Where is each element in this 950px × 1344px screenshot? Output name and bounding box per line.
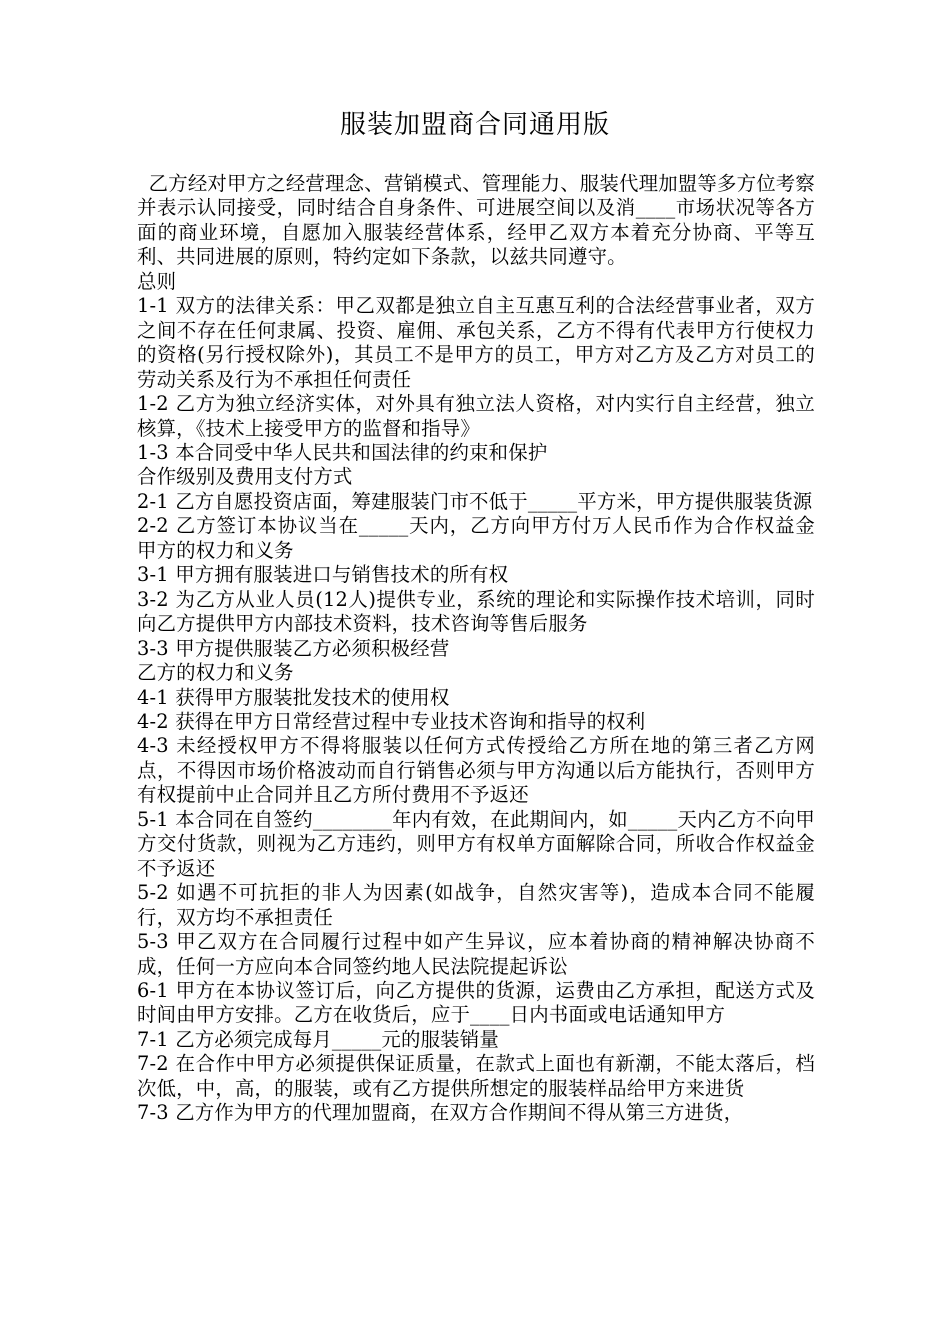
clause-1-3: 1-3 本合同受中华人民共和国法律的约束和保护 [137, 440, 548, 464]
clause-5-3: 5-3 甲乙双方在合同履行过程中如产生异议，应本着协商的精神解决协商不成，任何一方应向本合同签约地人民法院提起诉讼 [137, 930, 815, 978]
clause-2-2: 2-2 乙方签订本协议当在_____天内，乙方向甲方付万人民币作为合作权益金 甲方的权力和义务 [137, 514, 815, 562]
clause-1-1: 1-1 双方的法律关系：甲乙双都是独立自主互惠互利的合法经营事业者，双方之间不存在任何隶属、投资、雇佣、承包关系，乙方不得有代表甲方行使权力的资格(另行授权除外)，其员工不是甲方的员工，甲方对乙方及乙方对员工的劳动关系及行为不承担任何责任 [137, 294, 815, 391]
clause-3-2: 3-2 为乙方从业人员(12人)提供专业，系统的理论和实际操作技术培训，同时向乙方提供甲方内部技术资料，技术咨询等售后服务 [137, 587, 815, 636]
section-heading-general: 总则 [137, 269, 177, 293]
clause-4-3: 4-3 未经授权甲方不得将服装以任何方式传授给乙方所在地的第三者乙方网点，不得因市场价格波动而自行销售必须与甲方沟通以后方能执行，否则甲方有权提前中止合同并且乙方所付费用不予返还 [137, 734, 815, 807]
section-heading-cooperation: 合作级别及费用支付方式 [137, 465, 353, 489]
clause-5-2: 5-2 如遇不可抗拒的非人为因素(如战争，自然灾害等)，造成本合同不能履行，双方均不承担责任 [137, 881, 815, 929]
clause-4-1: 4-1 获得甲方服装批发技术的使用权 [137, 685, 450, 709]
intro-paragraph: 乙方经对甲方之经营理念、营销模式、管理能力、服装代理加盟等多方位考察并表示认同接受，同时结合自身条件、可进展空间以及消____市场状况等各方面的商业环境，自愿加入服装经营体系，经甲乙双方本着充分协商、平等互利、共同进展的原则，特约定如下条款，以兹共同遵守。 [137, 172, 815, 269]
clause-6-1: 6-1 甲方在本协议签订后，向乙方提供的货源，运费由乙方承担，配送方式及时间由甲方安排。乙方在收货后，应于____日内书面或电话通知甲方 [137, 978, 815, 1027]
clause-1-2: 1-2 乙方为独立经济实体，对外具有独立法人资格，对内实行自主经营，独立核算，《技术上接受甲方的监督和指导》 [137, 392, 815, 440]
clause-2-1: 2-1 乙方自愿投资店面，筹建服装门市不低于_____平方米，甲方提供服装货源 [137, 489, 813, 513]
document-title: 服装加盟商合同通用版 [339, 110, 610, 140]
document-body [137, 172, 815, 1126]
clause-7-3: 7-3 乙方作为甲方的代理加盟商，在双方合作期间不得从第三方进货， [137, 1101, 744, 1125]
clause-5-1: 5-1 本合同在自签约________年内有效，在此期间内，如_____天内乙方不向甲方交付货款，则视为乙方违约，则甲方有权单方面解除合同，所收合作权益金不予返还 [137, 807, 815, 880]
clause-3-3: 3-3 甲方提供服装乙方必须积极经营 [137, 636, 450, 660]
clause-4-2: 4-2 获得在甲方日常经营过程中专业技术咨询和指导的权利 [137, 709, 646, 733]
section-heading-party-b: 乙方的权力和义务 [137, 661, 294, 685]
clause-7-1: 7-1 乙方必须完成每月_____元的服装销量 [137, 1027, 499, 1051]
clause-7-2: 7-2 在合作中甲方必须提供保证质量，在款式上面也有新潮，不能太落后，档次低，中，高，的服装，或有乙方提供所想定的服装样品给甲方来进货 [137, 1052, 815, 1100]
clause-3-1: 3-1 甲方拥有服装进口与销售技术的所有权 [137, 563, 509, 587]
